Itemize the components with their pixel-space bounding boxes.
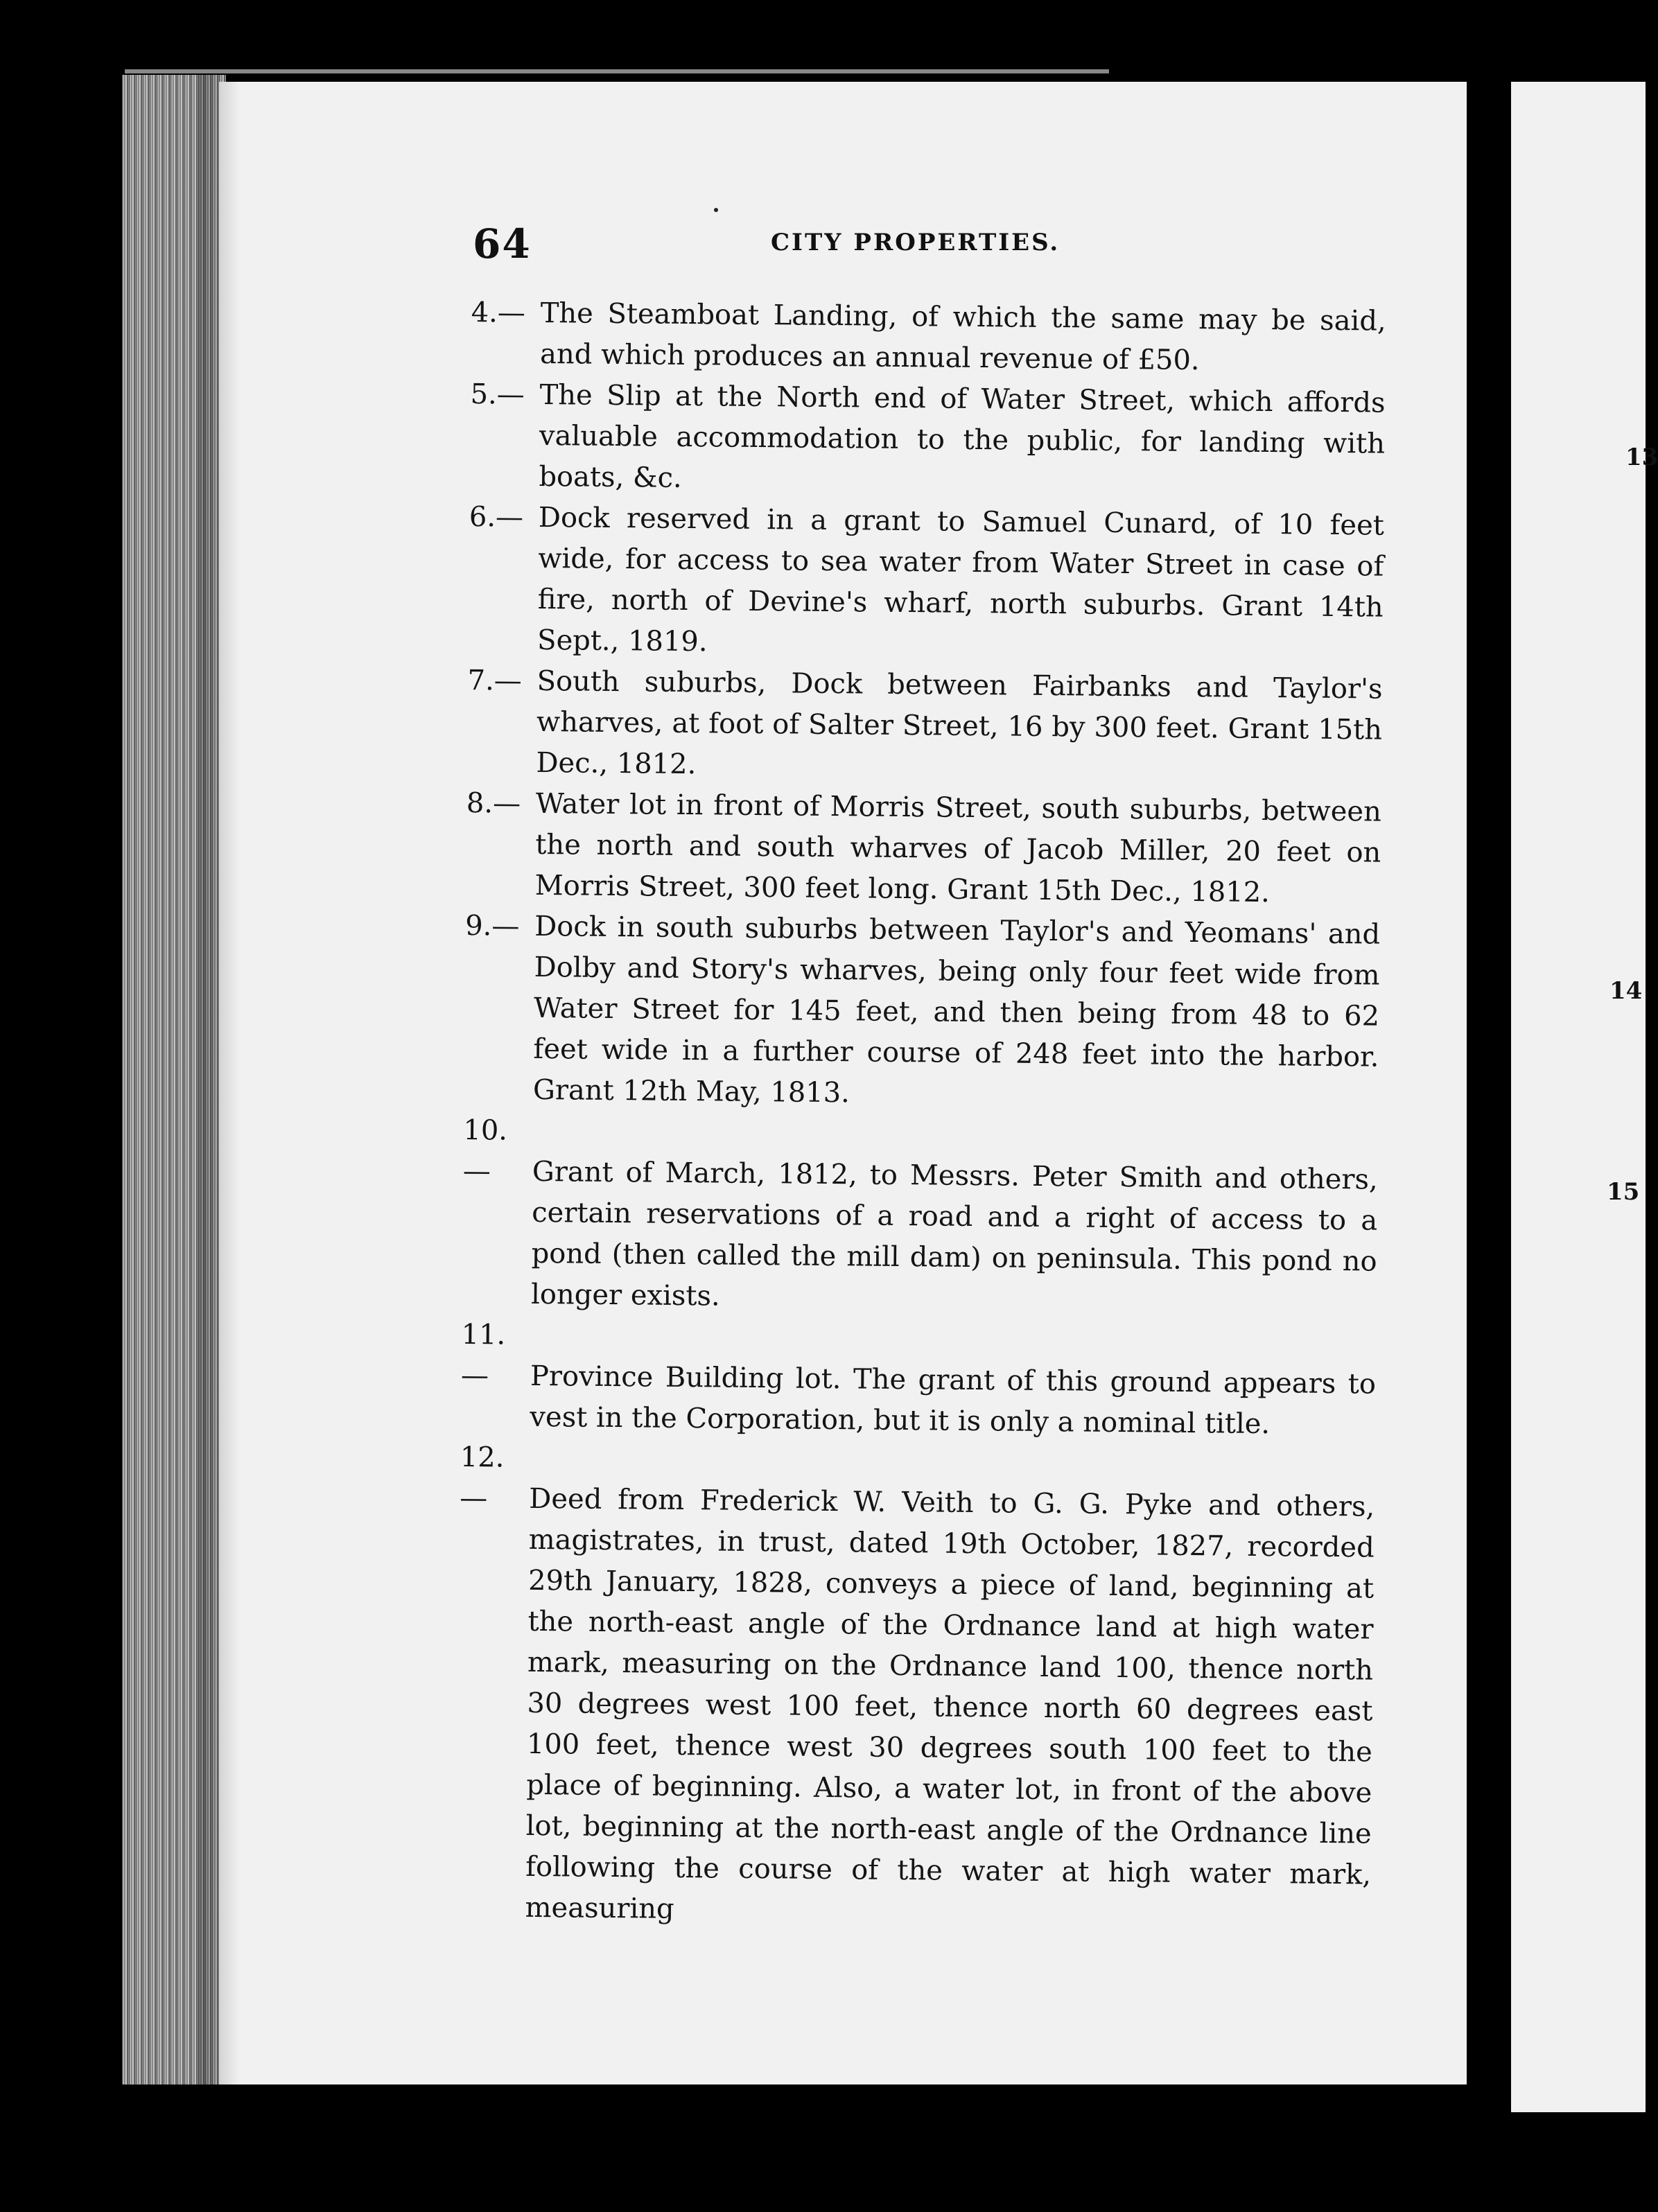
entry-text: The Steamboat Landing, of which the same may be said, and which produces an annual revenue of £50. xyxy=(539,297,1386,377)
entry-number: 4.— xyxy=(471,296,526,329)
entry-number: 11.— xyxy=(460,1318,506,1392)
entry-number: 5.— xyxy=(470,378,525,411)
body-text xyxy=(455,292,1386,1937)
list-item xyxy=(466,660,1383,792)
page-stack-edge xyxy=(122,75,226,2084)
entry-text: Deed from Frederick W. Veith to G. G. Pyke and others, magistrates, in trust, dated 19th October, 1827, recorded 29th January, 1828, conveys a piece of land, beginning at the north-east angle of the Ordnance land at high water mark, measuring on the Ordnance land 100, thence north 30 degrees west 100 feet, thence north 60 degrees east 100 feet, thence west 30 degrees south 100 feet to the place of beginning. Also, a water lot, in front of the above lot, beginning at the north-east angle of the Ordnance line following the course of the water at high water mark, measuring xyxy=(525,1482,1375,1925)
entry-number: 6.— xyxy=(469,500,524,534)
list-item xyxy=(469,374,1386,506)
list-item xyxy=(460,1315,1377,1446)
entry-text: The Slip at the North end of Water Street, which affords valuable accommodation to the public, for landing with boats, &c. xyxy=(539,378,1386,494)
entry-text: South suburbs, Dock between Fairbanks and Taylor's wharves, at foot of Salter Street, 16 by 300 feet. Grant 15th Dec., 1812. xyxy=(536,665,1383,781)
entry-number: 10.— xyxy=(462,1114,508,1188)
list-item xyxy=(455,1437,1375,1937)
facing-page-number: 14 xyxy=(1609,977,1643,1005)
list-item xyxy=(468,497,1384,669)
entry-text: Dock reserved in a grant to Samuel Cunard, of 10 feet wide, for access to sea water from Water Street in case of fire, north of Devine's wharf, north suburbs. Grant 14th Sept., 1819. xyxy=(536,501,1385,658)
facing-page-number: 15 xyxy=(1607,1178,1640,1206)
running-head: CITY PROPERTIES. xyxy=(771,229,1061,256)
facing-page-number: 13 xyxy=(1625,444,1658,471)
ink-dot xyxy=(714,208,718,212)
entry-number: 9.— xyxy=(465,909,520,942)
entry-text: Grant of March, 1812, to Messrs. Peter Smith and others, certain reservations of a road and a right of access to a pond (then called the mill dam) on peninsula. This pond no longer exists. xyxy=(530,1155,1378,1313)
page-number: 64 xyxy=(473,220,532,267)
list-item xyxy=(466,783,1382,915)
list-item xyxy=(462,1110,1379,1324)
entry-number: 8.— xyxy=(466,787,521,820)
entry-text: Dock in south suburbs between Taylor's and Yeomans' and Dolby and Story's wharves, being only four feet wide from Water Street for 145 feet, and then being from 48 to 62 feet wide in a further course of 248 feet into the harbor. Grant 12th May, 1813. xyxy=(532,910,1381,1109)
entry-number: 7.— xyxy=(467,664,523,697)
entry-text: Water lot in front of Morris Street, south suburbs, between the north and south wharves of Jacob Miller, 20 feet on Morris Street, 300 feet long. Grant 15th Dec., 1812. xyxy=(534,787,1382,909)
entry-number: 12.— xyxy=(460,1441,505,1515)
list-item xyxy=(471,292,1386,383)
facing-page xyxy=(1511,82,1646,2112)
entry-text: Province Building lot. The grant of this ground appears to vest in the Corporation, but it is only a nominal title. xyxy=(530,1360,1377,1441)
book-top-edge xyxy=(125,69,1109,73)
list-item xyxy=(464,906,1381,1119)
